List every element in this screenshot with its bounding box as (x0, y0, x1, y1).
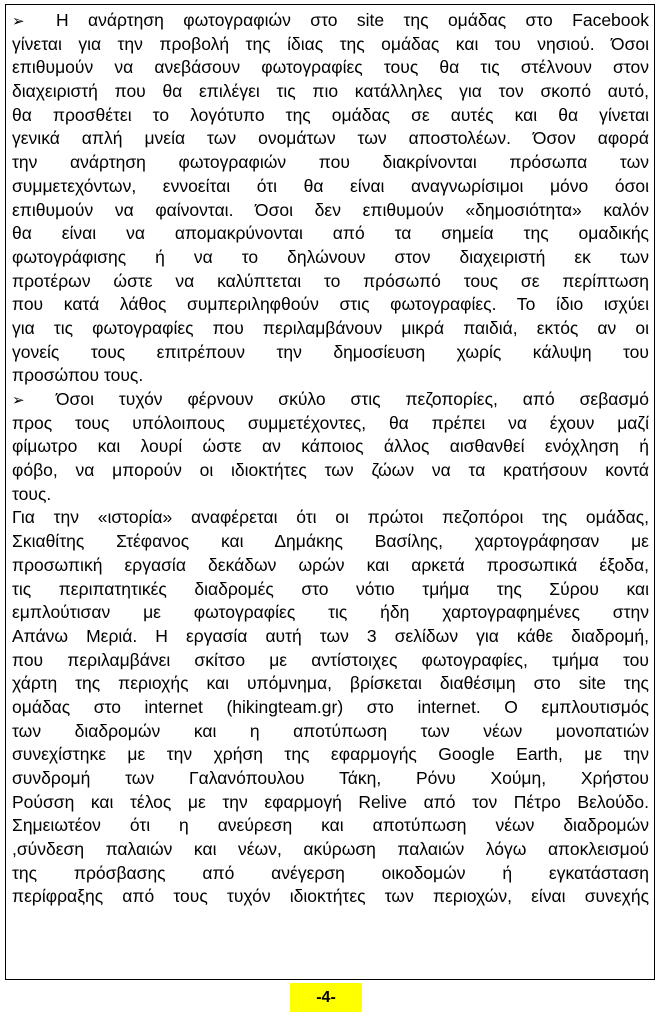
arrow-bullet-icon: ➢ (12, 12, 25, 30)
paragraph-line (12, 199, 649, 223)
paragraph-line (12, 246, 649, 270)
line-text: που περιλαμβάνει σκίτσο με αντίστοιχες φωτογραφίες, τμήμα του (12, 649, 649, 670)
line-text: Απάνω Μεριά. Η εργασία αυτή των 3 σελίδων για κάθε διαδρομή, (12, 625, 649, 646)
paragraph-line (12, 412, 649, 436)
paragraph-line (12, 672, 649, 696)
paragraph-line (12, 506, 649, 530)
paragraph-line (12, 530, 649, 554)
paragraph-line (12, 317, 649, 341)
paragraph-line (12, 151, 649, 175)
paragraph-line (12, 127, 649, 151)
line-text: διαχειριστή που θα επιλέγει τις πιο κατάλληλες για τον σκοπό αυτό, (12, 81, 649, 102)
line-text: που κατά λάθος συμπεριληφθούν στις φωτογραφίες. Το ίδιο ισχύει (12, 294, 649, 315)
line-text: Ρούσση και τέλος με την εφαρμογή Relive από τον Πέτρο Βελούδο. (12, 791, 649, 812)
line-text: περίφραξης από τους τυχόν ιδιοκτήτες των περιοχών, είναι συνεχής (12, 886, 649, 907)
line-text: Η ανάρτηση φωτογραφιών στο site της ομάδας στο Facebook (56, 10, 649, 30)
paragraph-line (12, 791, 649, 815)
line-text: θα προσθέτει το λογότυπο της ομάδας σε αυτές και θα γίνεται (12, 104, 649, 125)
line-text: προς τους υπόλοιπους συμμετέχοντες, θα πρέπει να έχουν μαζί (12, 412, 649, 433)
line-text: Για την «ιστορία» αναφέρεται ότι οι πρώτοι πεζοπόροι της ομάδας, (12, 507, 649, 528)
line-text: συμμετεχόντων, εννοείται ότι θα είναι αναγνωρίσιμοι μόνο όσοι (12, 175, 649, 196)
paragraph-line (12, 56, 649, 80)
paragraph-line (12, 625, 649, 649)
line-text: την ανάρτηση φωτογραφιών που διακρίνονται πρόσωπα των (12, 152, 649, 173)
line-text: εμπλούτισαν με φωτογραφίες τις ήδη χαρτογραφημένες στην (12, 602, 649, 623)
paragraph-line (12, 222, 649, 246)
paragraph-line (12, 293, 649, 317)
paragraph-line (12, 435, 649, 459)
line-text: ,σύνδεση παλαιών και νέων, ακύρωση παλαιών λόγω αποκλεισμού (12, 839, 649, 860)
paragraph-line (12, 364, 649, 388)
line-text: προτέρων ώστε να καλύπτεται το πρόσωπό τους σε περίπτωση (12, 270, 649, 291)
arrow-bullet-icon: ➢ (12, 391, 25, 409)
page-number: -4- (290, 983, 362, 1012)
line-text: επιθυμούν να ανεβάσουν φωτογραφίες τους θα τις στέλνουν στον (12, 57, 649, 78)
paragraph-line (12, 270, 649, 294)
line-text: για τις φωτογραφίες που περιλαμβάνουν μικρά παιδιά, εκτός αν οι (12, 317, 649, 338)
paragraph-line (12, 767, 649, 791)
paragraph-line (12, 862, 649, 886)
line-text: χάρτη της περιοχής και υπόμνημα, βρίσκεται διαθέσιμη στο site της (12, 673, 649, 694)
line-text: θα είναι να απομακρύνονται από τα σημεία της ομαδικής (12, 223, 649, 244)
paragraph-line (12, 838, 649, 862)
line-text: γίνεται για την προβολή της ίδιας της ομάδας και του νησιού. Όσοι (12, 33, 649, 54)
paragraph-line (12, 885, 649, 909)
paragraph-line (12, 104, 649, 128)
paragraph-line (12, 743, 649, 767)
line-text: τις περιπατητικές διαδρομές στο νότιο τμήμα της Σύρου και (12, 578, 649, 599)
line-text: συνεχίστηκε με την χρήση της εφαρμογής Google Earth, με την (12, 744, 649, 765)
paragraph-line (12, 80, 649, 104)
line-text: Σημειωτέον ότι η ανεύρεση και αποτύπωση νέων διαδρομών (12, 815, 649, 836)
paragraph-line (12, 341, 649, 365)
line-text: τους. (12, 483, 52, 504)
line-text: προσωπική εργασία δεκάδων ωρών και αρκετά προσωπικά έξοδα, (12, 554, 649, 575)
bullet-paragraph-line (12, 9, 649, 33)
line-text: φίμωτρο και λουρί ώστε αν κάποιος άλλος αισθανθεί ενόχληση ή (12, 436, 649, 457)
line-text: ομάδας στο internet (hikingteam.gr) στο internet. Ο εμπλουτισμός (12, 696, 649, 717)
paragraph-line (12, 696, 649, 720)
paragraph-line (12, 175, 649, 199)
paragraph-line (12, 483, 649, 507)
line-text: γενικά απλή μνεία των ονομάτων των αποστολέων. Όσον αφορά (12, 128, 649, 149)
paragraph-line (12, 720, 649, 744)
line-text: γονείς τους επιτρέπουν την δημοσίευση χωρίς κάλυψη του (12, 341, 649, 362)
bordered-text-block (5, 4, 655, 980)
paragraph-line (12, 459, 649, 483)
line-text: επιθυμούν να φαίνονται. Όσοι δεν επιθυμούν «δημοσιότητα» καλόν (12, 199, 649, 220)
bullet-paragraph-line (12, 388, 649, 412)
line-text: φόβο, να μπορούν οι ιδιοκτήτες των ζώων να τα κρατήσουν κοντά (12, 460, 649, 481)
paragraph-line (12, 578, 649, 602)
paragraph-line (12, 601, 649, 625)
line-text: της πρόσβασης από ανέγερση οικοδομών ή εγκατάσταση (12, 862, 649, 883)
line-text: συνδρομή των Γαλανόπουλου Τάκη, Ρόνυ Χούμη, Χρήστου (12, 768, 649, 788)
line-text: Όσοι τυχόν φέρνουν σκύλο στις πεζοπορίες, από σεβασμό (56, 389, 649, 409)
line-text: Σκιαθίτης Στέφανος και Δημάκης Βασίλης, χαρτογράφησαν με (12, 531, 649, 552)
line-text: φωτογράφισης ή να το δηλώνουν στον διαχειριστή εκ των (12, 246, 649, 267)
paragraph-line (12, 554, 649, 578)
paragraph-line (12, 33, 649, 57)
line-text: των διαδρομών και η αποτύπωση των νέων μονοπατιών (12, 720, 649, 741)
paragraph-line (12, 649, 649, 673)
line-text: προσώπου τους. (12, 365, 144, 386)
paragraph-line (12, 814, 649, 838)
